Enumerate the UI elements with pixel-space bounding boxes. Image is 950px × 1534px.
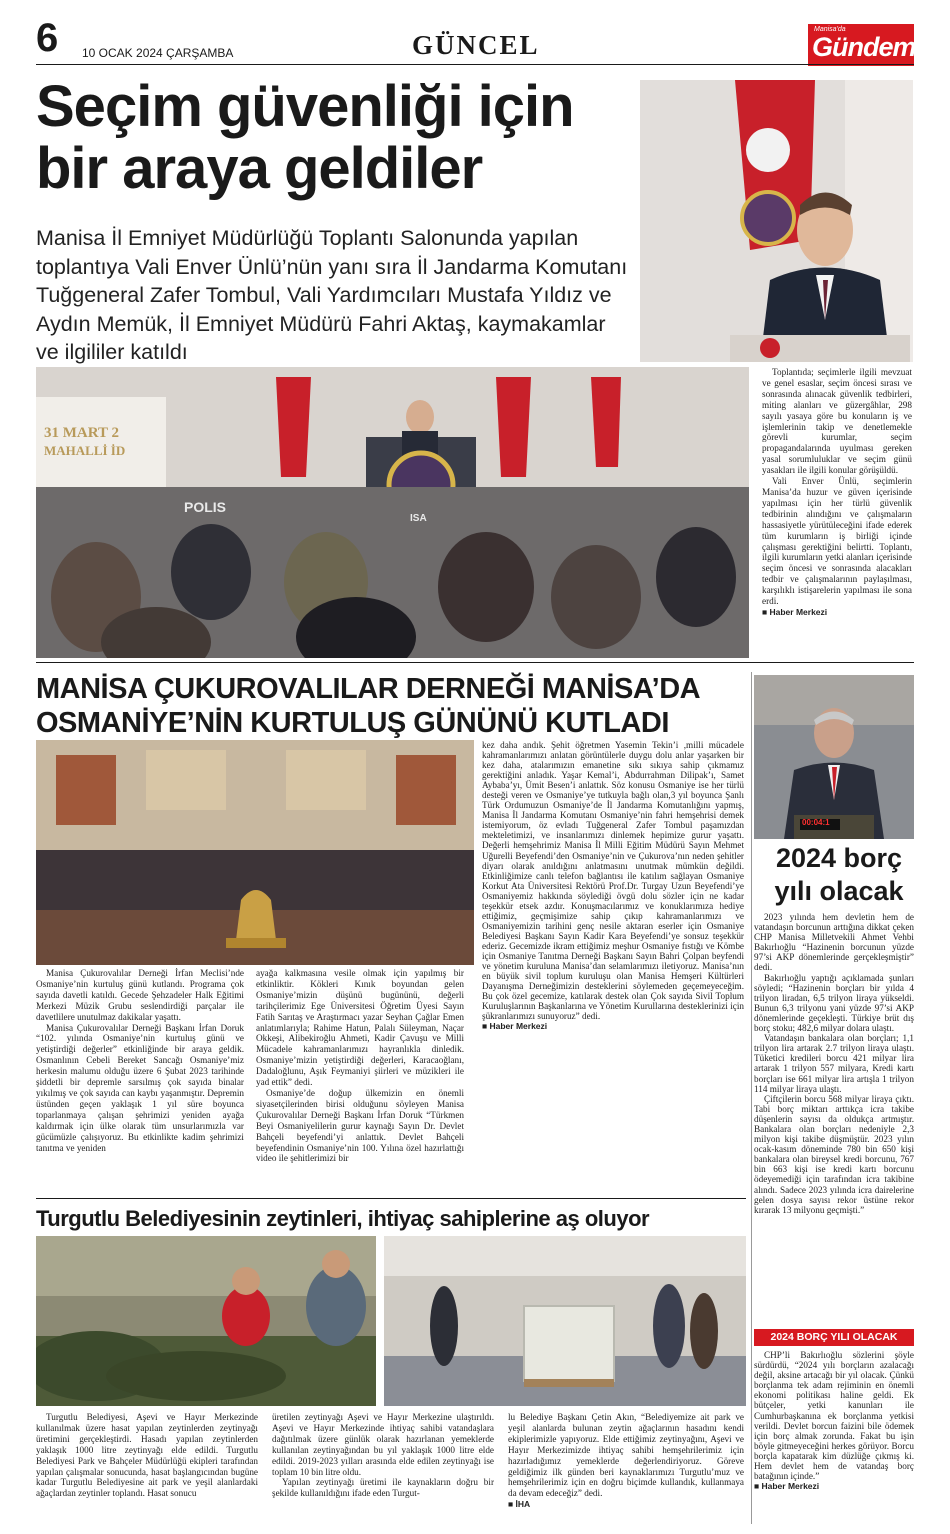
photo-banner-text: 31 MART 2	[44, 425, 120, 441]
article4-headline-line1: 2024 borç	[775, 843, 903, 873]
article2-signature: ■ Haber Merkezi	[482, 1021, 548, 1032]
article4-signature: ■ Haber Merkezi	[754, 1481, 820, 1492]
article1-headline-line1: Seçim güvenliği için	[36, 74, 574, 139]
article3-column2	[272, 1412, 494, 1499]
article1-headline-line2: bir araya geldiler	[36, 136, 483, 201]
article4-para3: Vatandaşın bankalara olan borçları; 1,1 trilyon lira artarak 2.7 trilyon liraya ulaştı. Tüketici kredileri borcu 421 milyar lira artarak 1 trilyon 557 milyara, Kredi kartı borçları ise 661 milyar lira artışla 1 trilyon 114 milyar liraya ulaştı.	[754, 1033, 914, 1094]
article1-body	[762, 367, 912, 618]
article4-headline	[754, 842, 924, 908]
governor-photo	[640, 80, 913, 362]
article1-deck: Manisa İl Emniyet Müdürlüğü Toplantı Salonunda yapılan toplantıya Vali Enver Ünlü’nün yanı sıra İl Jandarma Komutanı Tuğgeneral Zafer Tombul, Vali Yardımcıları Mustafa Yıldız ve Aydın Memük, İl Emniyet Müdürü Fahri Aktaş, kaymakamlar ve ilgililer katıldı	[36, 226, 628, 364]
article1-rule	[36, 662, 914, 663]
right-column-rule	[751, 672, 752, 1524]
article4-body-2	[754, 1350, 914, 1491]
article3-column1	[36, 1412, 258, 1499]
article4-para2: Bakırlıoğlu yaptığı açıklamada şunları söyledi; “Hazinenin borçları bir yılda 4 trilyon liradan, 6,5 trilyon liraya yükseldi. Bunun 6,3 trilyonu yani yüzde 97’si AKP dönemlerinde geçekleşti. Türkiye brüt dış borç stoku; 482,6 milyar dolara ulaştı.	[754, 972, 914, 1034]
photo-police-text: POLIS	[184, 499, 227, 515]
photo-emblem-text: ISA	[410, 513, 427, 524]
article3-col3-para1: lu Belediye Başkanı Çetin Akın, “Belediyemize ait park ve yeşil alanlarda bulunan zeytin ağaçlarının hasadını kendi ekiplerimizle yapıyoruz. Elde ettiğimiz zeytinyağını, Aşevi ve Hayır Merkezimizde ihtiyaç sahibi hemşehrilerimiz için hazırladığımız yemeklerde değerlendiriyoruz. Göreve geldiğimiz ilk günden beri kaynaklarımızı Turgutlu’muz ve hemşehrilerimiz için en doğru biçimde kullandık, kullanmaya da devam edeceğiz” dedi.	[508, 1412, 744, 1499]
meeting-photo-art	[36, 367, 749, 658]
article2-column3	[482, 740, 744, 1031]
article2-rule	[36, 1198, 746, 1199]
article2-column1	[36, 968, 244, 1153]
olive-harvest-photo-art	[36, 1236, 376, 1406]
header-rule	[36, 64, 914, 65]
mp-photo-clock: 00:04:1	[802, 818, 830, 827]
article3-signature: ■ İHA	[508, 1499, 531, 1510]
article2-col1-para1: Manisa Çukurovalılar Derneği İrfan Meclisi’nde Osmaniye’nin kurtuluş günü kutlandı. Programa çok sayıda davetli katıldı. Gecede Şehzadeler Halk Eğitimi Merkezi Müzik Grubu seslendirdiği parçalar ile davetlilere unutulmaz dakikalar yaşattı.	[36, 968, 244, 1022]
newspaper-logo	[808, 24, 914, 66]
article2-col3-para1: kez daha andık. Şehit öğretmen Yasemin Tekin’i ,milli mücadele kahramanlarımızı anlatan görüntülerle duygu dolu anlar yaşarken bir kez daha, atalarımızın emanetine sıkı sıkıya sahip çıkmamız gerektiğini anladık. Yaşar Kemal’i, Abdurrahman Dilipak’ı, Samet Aybaba’yı, Ümit Besen’i anlattık. Söz konusu Osmaniye ise her türlü desteği veren ve Osmaniye’ye tutkuyla bağlı olan,3 yıl boyunca Şanlı Türk Ordumuzun Osmaniye’de İl Jandarma Komutanlığını yapmış, Manisa İl Jandarma Komutanı Osmaniye’nin fahri hemşehrisi demek istemiyorum, öz evladı Tuğgeneral Zafer Tombul paşamızdan mekteletimizi, ve insanlarımızı dinlemek hepimize gurur yaşattı. Değerli hemşehrimiz Manisa İl Milli Eğitim Müdürü Sayın Mehmet Uğurelli Beyefendi’den Osmaniye’nin ve Çukurova’nın neden şehitler diyarı olarak anıldığını anlatmasını unutmak mümkün değildi. Etkinliğimize canlı telefon bağlantısı ile katılım sağlayan Osmaniye Korkut Ata Üniversitesi Rektörü Prof.Dr. Turgay Uzun Beyefendi’ye Osmaniyemiz hakkında söylediği övgü dolu sözler için ne kadar teşekkür etsek azdır. Konuşmacılarımız ve konuklarımıza hediye ettiğimiz, geçmişimize sahip çıkıp kahramanlarımızı ve Osmaniyemizin tarihini genç nesile aktaran eserler için Osmaniye Belediyesi Başkanı Sayın Kadir Kara Beyefendi’ye sonsuz teşekkür ederiz. Gecemizde ikram ettiğimiz meşhur Osmaniye fıstığı ve Kömbe için Osmaniye Tanıtma Derneği Başkanı Sayın Bahri Çolpan beyfendi ve yönetim kuruluna Manisa’dan selamlarımızı iletiyoruz. Manisa’nın en büyük sivil toplum kuruluşu olan Manisa Hemşeri Kültürleri Dayanışma Derneğimizin desteklerini söylemeden geçemeyeceğim. Bu çok özel gecemize, katılarak destek olan Çok sayıda Sivil Toplum Kuruluşlarının Başkanlarına ve Yönetim Kurullarına desteklerinizi için şükranlarımızı sunuyoruz” dedi.	[482, 740, 744, 1022]
article2-headline-line2: OSMANİYE’NİN KURTULUŞ GÜNÜNÜ KUTLADI	[36, 707, 669, 739]
page-number: 6	[36, 16, 59, 60]
olive-oil-photo	[384, 1236, 746, 1406]
logo-big-text: Gündem	[812, 32, 916, 62]
logo-small-text: Manisa'da	[814, 26, 846, 33]
article2-headline-line1: MANİSA ÇUKUROVALILAR DERNEĞİ MANİSA’DA	[36, 673, 701, 705]
photo-banner-text-2: MAHALLİ İD	[44, 443, 126, 458]
article3-col2-para2: Yapılan zeytinyağı üretimi ile kaynakların doğru bir şekilde kullanıldığını ifade eden Turgut-	[272, 1477, 494, 1499]
article2-col2-para1: ayağa kalkmasına vesile olmak için yapılmış bir etkinliktir. Kökleri Kınık boyundan gelen Osmaniye’mizin düşünü bugününü, değerli tarihçilerimiz Ege Üniversitesi Öğretim Üyesi Sayın Fatih Sarıtaş ve Araştırmacı yazar Seyhan Çağlar Emen anlatımlarıyla; Rahime Hatun, Palalı Süleyman, Naçar Okkeşi, Alibekiroğlu Ahmeti, Kadir Çavuşu ve Milli Mücadele kahramanlarımızı hayranlıkla dinledik. Osmaniye’mizin yetiştirdiği değerleri, Karacaoğlanı, Dadaloğlunu, Aşık Feymaniyi şiirleri ve müzikleri ile yad ettik” dedi.	[256, 968, 464, 1088]
article4-headline-line2: yılı olacak	[774, 876, 904, 906]
article1-para2: Vali Enver Ünlü, seçimlerin Manisa’da huzur ve güven içerisinde yapılması için her türlü güvenlik tedbirinin alındığını ve çalışmaların hassasiyetle yürütüleceğini ifade ederek tüm kurumların iş birliği içinde çalışması gerektiğini belirtti. Toplantı, ilgili kurumların yetki alanları içerisinde seçim öncesi ve sonrasında alacakları tedbir ve çalışmalarının paylaşılması, karşılıklı istişarelerin yapılması ile sona erdi.	[762, 476, 912, 607]
article1-signature: ■ Haber Merkezi	[762, 606, 828, 617]
article3-col1-para1: Turgutlu Belediyesi, Aşevi ve Hayır Merkezinde kullanılmak üzere hasat yapılan zeytinlerden zeytinyağı üretimini gerçekleştirdi. Hasadı yapılan zeytinlerden yaklaşık 1000 litre zeytinyağı elde edildi. Turgutlu Belediyesi Park ve Bahçeler Müdürlüğü ekipleri tarafından yapılan çalışmalar sonucunda, hasat başlangıcından bugüne kadar Turgutlu Belediyesine ait park ve yeşil alanlardaki ağaçlardan zeytinler toplandı. Hasat sonucu	[36, 1412, 258, 1499]
article4-subhead: 2024 BORÇ YILI OLACAK	[754, 1329, 914, 1346]
article1-para1: Toplantıda; seçimlerle ilgili mevzuat ve genel esaslar, seçim öncesi sırası ve sonrasında alınacak güvenlik tedbirleri, miting alanları ve güzergâhlar, 298 sayılı yasaya göre bu konuların iş ve işlemlerinin takip ve denetlemekle görevli kurumlar, seçim propagandalarında uyulması gereken yasal sorumluluklar ve seçim günü yasakları ile ilgili konular görüşüldü.	[762, 367, 912, 476]
section-title: GÜNCEL	[412, 30, 540, 60]
article2-column2	[256, 968, 464, 1164]
association-photo	[36, 740, 474, 965]
article2-col2-para2: Osmaniye’de doğup ülkemizin en önemli siyasetçilerinden birisi olduğunu söyleyen Manisa Çukurovalılar Derneği Başkanı İrfan Doruk “Türkmen Beyi Osmaniyelilerin gurur kaynağı Sayın Dr. Devlet Bahçeli beyefendi’yi anlattık. Devlet Bahçeli beyefendinin Osmaniye’nin 100. Yılına özel hazırlattığı video ile şehitlerimizi bir	[256, 1087, 464, 1164]
article1-headline	[36, 76, 636, 200]
article2-headline	[36, 672, 746, 740]
article3-col2-para1: üretilen zeytinyağı Aşevi ve Hayır Merkezine ulaştırıldı. Aşevi ve Hayır Merkezinde ihtiyaç sahibi vatandaşlara dağıtılmak üzere günlük olarak hazırlanan yemeklerde kullanılan zeytinyağından bu yıl yaklaşık 1000 litre elde edildi. 2019-2023 yılları arasında elde edilen zeytinyağı ise toplam 10 bin litre oldu.	[272, 1412, 494, 1477]
article4-para5: CHP’li Bakırlıoğlu sözlerini şöyle sürdürdü, “2024 yılı borçların azalacağı değil, aksine artacağı bir yıl olacak. Çünkü borçlanma tek adam rejiminin en önemli ekonomi politikası haline geldi. Ek bütçeler, yetki kanunları ile Cumhurbaşkanına ek borçlanma yetkisi verildi. Devlet borcun faizini bile ödemek için borç almak zorunda. Fakat bu işin böyle gitmeyeceğini herkes görüyor. Borcu borçla kapatarak kim düzlüğe çıkmış ki. Hem devlet hem de vatandaş borç batağının içinde.”	[754, 1350, 914, 1482]
association-photo-art	[36, 740, 474, 965]
article4-para1: 2023 yılında hem devletin hem de vatandaşın borcunun arttığına dikkat çeken CHP Manisa Milletvekili Ahmet Vehbi Bakırlıoğlu “Hazinenin borcunun yüzde 97’si AKP dönemlerinde gerçekleşmiştir” dedi.	[754, 912, 914, 973]
olive-harvest-photo	[36, 1236, 376, 1406]
article3-headline: Turgutlu Belediyesinin zeytinleri, ihtiyaç sahiplerine aş oluyor	[36, 1206, 650, 1231]
olive-oil-photo-art	[384, 1236, 746, 1406]
article4-para4: Çiftçilerin borcu 568 milyar liraya çıktı. Tabi borç miktarı arttıkça icra takibe düşenlerin sayısı da oldukça artmıştır. Bankalara olan borçları nedeniyle 2,3 milyon kişi takibe düşmüştür. 2023 yılın ocak-kasım döneminde 780 bin 650 kişi bankalara olan bireysel kredi borcunu, 767 bin 663 kişi ise kredi kartı borcunu ödeyemediği için tarafından icra takibine alındı. Sadece 2023 yılında icra dairelerine gelen dosya sayısı rekor üstüne rekor kırarak 13 milyonu geçmişti.”	[754, 1093, 914, 1215]
meeting-photo	[36, 367, 749, 658]
issue-date: 10 OCAK 2024 ÇARŞAMBA	[82, 46, 234, 60]
mp-photo-art	[754, 675, 914, 839]
governor-photo-art	[640, 80, 913, 362]
article2-col1-para2: Manisa Çukurovalılar Derneği Başkanı İrfan Doruk “102. yılında Osmaniye’nin kurtuluş günü ve yetiştirdiği değerler” etkinliğinde bir araya geldik. Osmanlının Cebeli Bereket Sancağı Osmaniye’miz herkesin malumu olduğu üzere 6 Şubat 2023 tarihinde şiddetli bir depremle sarsılmış çok sayıda binalar yıkılmış ve çok sayıda can kaybı yaşanmıştır. Depremin üstünden geçen yaklaşık 1 yıl süre boyunca toparlanmaya çalışan şehrimizi yeniden ayağa kaldırmak için ülke olarak tüm unsurlarımızla var gücümüzle çalışıyoruz. Bu etkinlikte kadim şehrimizi tanıtma ve yeniden	[36, 1022, 244, 1153]
article4-body	[754, 912, 914, 1215]
mp-photo	[754, 675, 914, 839]
article3-column3	[508, 1412, 744, 1510]
